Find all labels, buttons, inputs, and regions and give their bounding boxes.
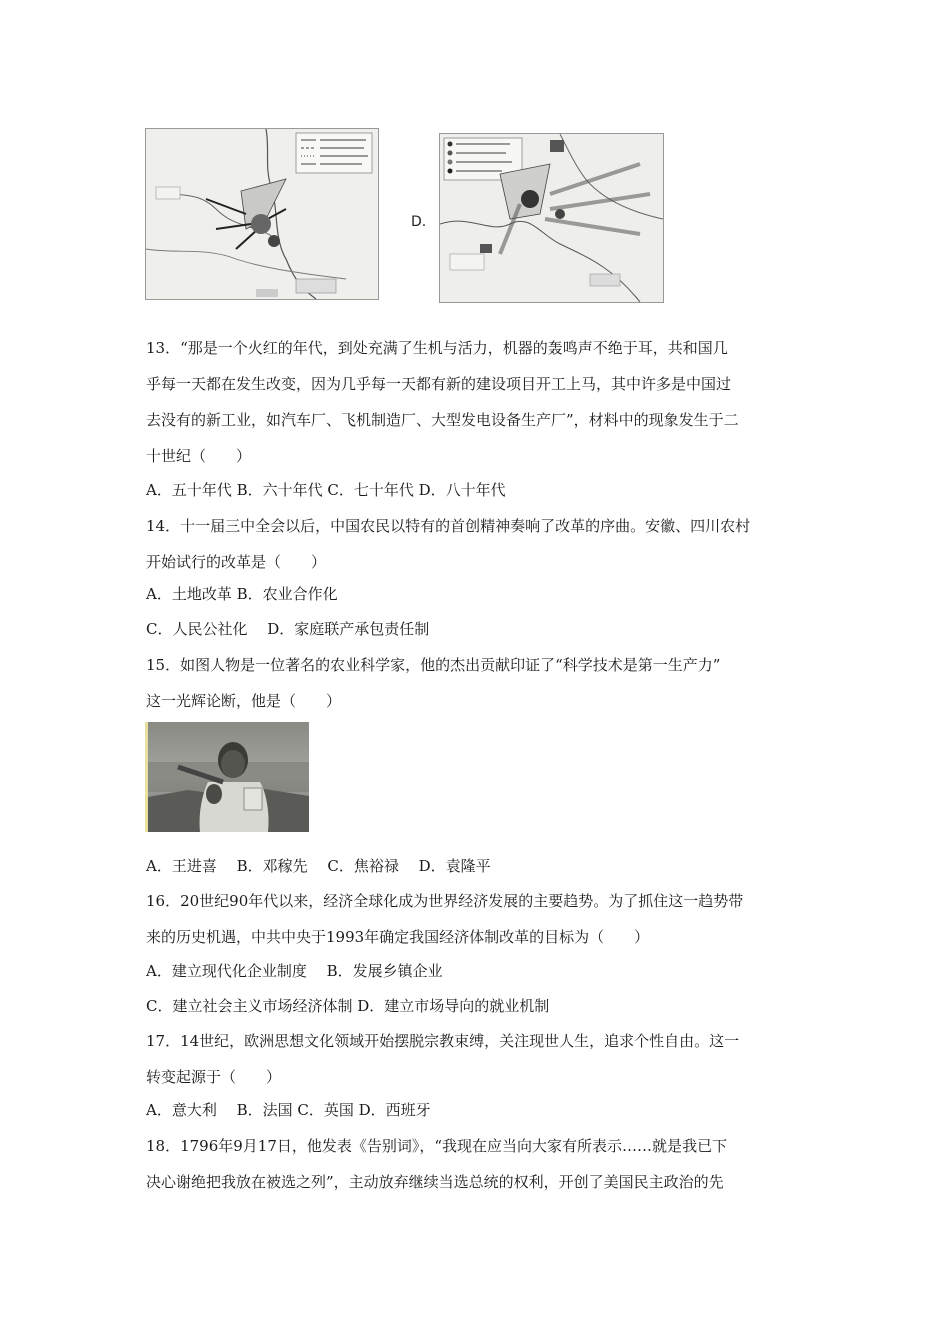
question-16-options-2: C．建立社会主义市场经济体制 D．建立市场导向的就业机制 (146, 997, 550, 1015)
map-c-drawing (146, 129, 378, 299)
map-figure-c (145, 128, 379, 300)
question-14-options-2: C．人民公社化 D．家庭联产承包责任制 (146, 620, 430, 638)
question-14-line-2: 开始试行的改革是（ ） (146, 553, 327, 571)
question-18-line-2: 决心谢绝把我放在被选之列”，主动放弃继续当选总统的权利，开创了美国民主政治的先 (146, 1173, 724, 1191)
question-16-options-1: A．建立现代化企业制度 B．发展乡镇企业 (146, 962, 443, 980)
scientist-photo (145, 722, 309, 832)
question-15-line-1: 15．如图人物是一位著名的农业科学家，他的杰出贡献印证了“科学技术是第一生产力” (146, 656, 721, 674)
question-13-line-3: 去没有的新工业，如汽车厂、飞机制造厂、大型发电设备生产厂”，材料中的现象发生于二 (146, 411, 739, 429)
question-13-options: A．五十年代 B．六十年代 C．七十年代 D．八十年代 (146, 481, 506, 499)
question-13-line-2: 乎每一天都在发生改变，因为几乎每一天都有新的建设项目开工上马，其中许多是中国过 (146, 375, 732, 393)
scientist-photo-drawing (148, 722, 309, 832)
question-14-line-1: 14．十一届三中全会以后，中国农民以特有的首创精神奏响了改革的序曲。安徽、四川农村 (146, 517, 751, 535)
question-18-line-1: 18．1796年9月17日，他发表《告别词》，“我现在应当向大家有所表示……就是我已下 (146, 1137, 728, 1155)
question-15-line-2: 这一光辉论断，他是（ ） (146, 692, 342, 710)
question-14-options-1: A．土地改革 B．农业合作化 (146, 585, 338, 603)
question-17-line-2: 转变起源于（ ） (146, 1068, 282, 1086)
question-17-line-1: 17．14世纪，欧洲思想文化领域开始摆脱宗教束缚，关注现世人生，追求个性自由。这一 (146, 1032, 740, 1050)
map-d-drawing (440, 134, 663, 302)
question-13-line-1: 13．“那是一个火红的年代，到处充满了生机与活力，机器的轰鸣声不绝于耳，共和国几 (146, 339, 728, 357)
question-15-options: A．王进喜 B．邓稼先 C．焦裕禄 D．袁隆平 (146, 857, 491, 875)
question-16-line-1: 16．20世纪90年代以来，经济全球化成为世界经济发展的主要趋势。为了抓住这一趋势带 (146, 892, 744, 910)
question-16-line-2: 来的历史机遇，中共中央于1993年确定我国经济体制改革的目标为（ ） (146, 928, 650, 946)
question-17-options: A．意大利 B．法国 C．英国 D．西班牙 (146, 1101, 431, 1119)
map-figure-d (439, 133, 664, 303)
option-d-label: D. (411, 214, 427, 230)
question-13-line-4: 十世纪（ ） (146, 447, 252, 465)
